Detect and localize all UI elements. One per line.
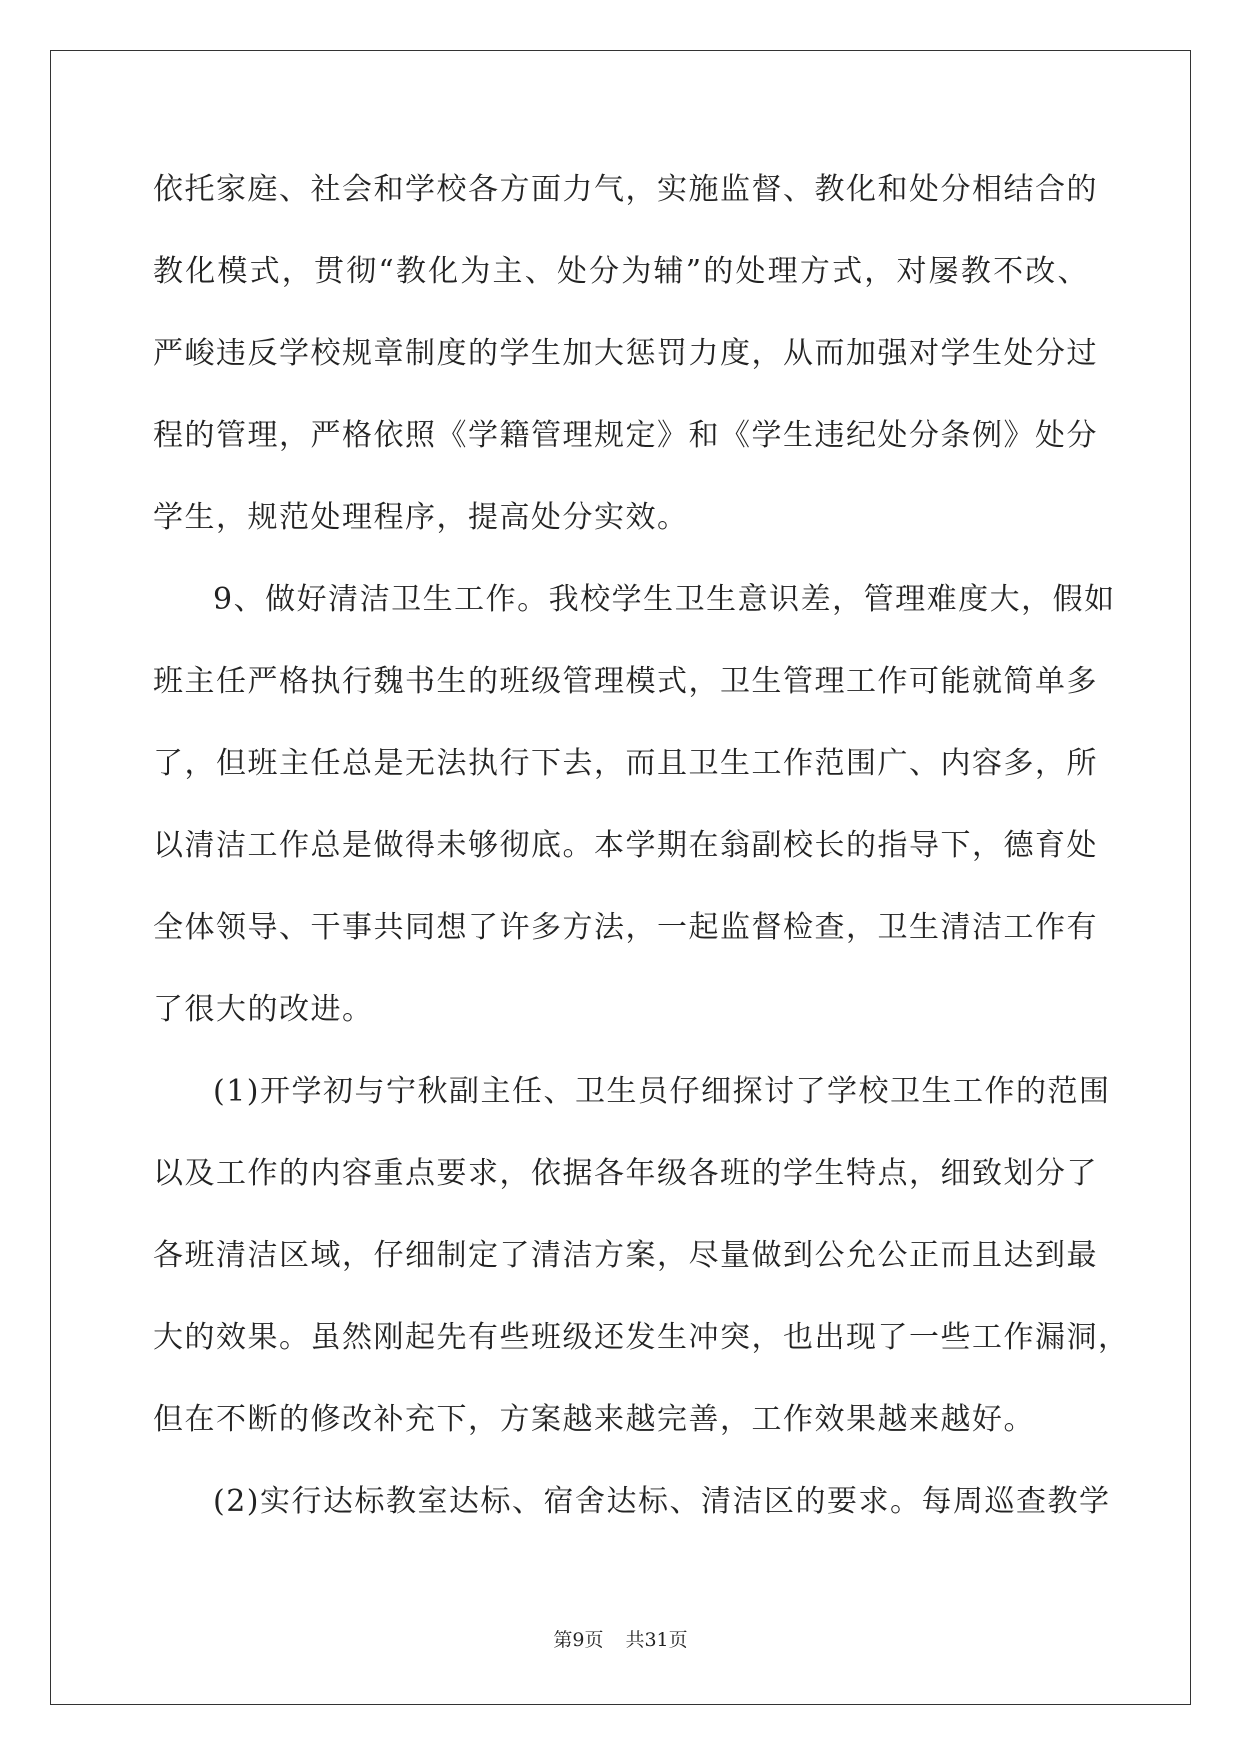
text-line: 班主任严格执行魏书生的班级管理模式，卫生管理工作可能就简单多 xyxy=(153,664,1098,699)
page-total: 共31页 xyxy=(625,1629,688,1651)
text-line: 但在不断的修改补充下，方案越来越完善，工作效果越来越好。 xyxy=(153,1402,1035,1437)
text-line: 9、做好清洁卫生工作。我校学生卫生意识差，管理难度大，假如 xyxy=(213,582,1116,617)
text-line: 依托家庭、社会和学校各方面力气，实施监督、教化和处分相结合的 xyxy=(153,172,1098,207)
text-line: 以清洁工作总是做得未够彻底。本学期在翁副校长的指导下，德育处 xyxy=(153,828,1098,863)
text-line: 全体领导、干事共同想了许多方法，一起监督检查，卫生清洁工作有 xyxy=(153,910,1098,945)
text-line: 各班清洁区域，仔细制定了清洁方案，尽量做到公允公正而且达到最 xyxy=(153,1238,1098,1273)
text-line: 大的效果。虽然刚起先有些班级还发生冲突，也出现了一些工作漏洞， xyxy=(153,1320,1130,1355)
text-line: 以及工作的内容重点要求，依据各年级各班的学生特点，细致划分了 xyxy=(153,1156,1098,1191)
text-line: (2)实行达标教室达标、宿舍达标、清洁区的要求。每周巡查教学 xyxy=(213,1484,1111,1519)
document-body xyxy=(153,162,1130,1556)
text-line: 了，但班主任总是无法执行下去，而且卫生工作范围广、内容多，所 xyxy=(153,746,1098,781)
paragraph xyxy=(153,162,1098,572)
text-line: 程的管理，严格依照《学籍管理规定》和《学生违纪处分条例》处分 xyxy=(153,418,1098,453)
paragraph xyxy=(153,1064,1130,1474)
text-line: 教化模式，贯彻“教化为主、处分为辅”的处理方式，对屡教不改、 xyxy=(153,254,1089,289)
page-number: 第9页 xyxy=(553,1629,604,1651)
paragraph xyxy=(153,1474,1111,1556)
text-line: 严峻违反学校规章制度的学生加大惩罚力度，从而加强对学生处分过 xyxy=(153,336,1098,371)
text-line: 了很大的改进。 xyxy=(153,992,374,1027)
text-line: (1)开学初与宁秋副主任、卫生员仔细探讨了学校卫生工作的范围 xyxy=(213,1074,1111,1109)
text-line: 学生，规范处理程序，提高处分实效。 xyxy=(153,500,689,535)
paragraph xyxy=(153,572,1116,1064)
page-footer xyxy=(0,1625,1241,1652)
